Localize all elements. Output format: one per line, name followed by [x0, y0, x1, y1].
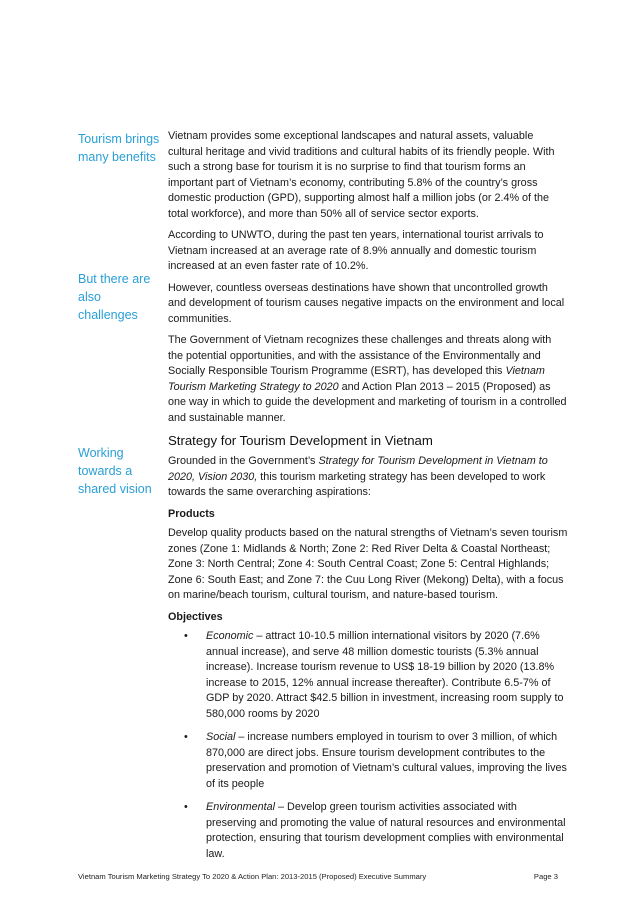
- main-content: [168, 129, 568, 870]
- objective-social: [168, 730, 568, 792]
- bullet-icon: •: [184, 630, 188, 642]
- section-title: Strategy for Tourism Development in Vietnam: [168, 433, 433, 448]
- objectives-heading: Objectives: [168, 610, 223, 623]
- page-footer: [78, 872, 558, 881]
- objective-text: – increase numbers employed in tourism to over 3 million, of which 870,000 are direct jobs. Ensure tourism development contributes to the preservation and promotion of Vietnam’s cultural values, improving the lives of its people: [206, 731, 567, 790]
- objective-label: Environmental: [206, 801, 276, 813]
- bullet-icon: •: [184, 801, 188, 813]
- footer-title: Vietnam Tourism Marketing Strategy To 2020 & Action Plan: 2013-2015 (Proposed) Executive Summary: [78, 872, 427, 881]
- products-heading: Products: [168, 507, 215, 520]
- objective-economic: [168, 629, 568, 722]
- paragraph-products: Develop quality products based on the natural strengths of Vietnam’s seven tourism zones (Zone 1: Midlands & North; Zone 2: Red River Delta & Coastal Northeast; Zone 3: North Central; Zone 4: South Central Coast; Zone 5: Central Highlands; Zone 6: South East; and Zone 7: the Cuu Long River (Mekong) Delta), with a focus on marine/beach tourism, cultural tourism, and nature-based tourism.: [168, 527, 568, 601]
- government-strategy-italic: Strategy for Tourism Development in Vietnam to 2020, Vision 2030,: [168, 455, 548, 483]
- objective-label: Social: [206, 731, 236, 743]
- strategy-title-italic: Vietnam Tourism Marketing Strategy to 2020: [168, 365, 545, 393]
- paragraph-benefits: Vietnam provides some exceptional landscapes and natural assets, valuable cultural heritage and vivid traditions and cultural habits of its friendly people. With such a strong base for tourism it is no surprise to find that tourism forms an important part of Vietnam’s economy, contributing 5.8% of the country’s gross domestic production (GPD), supporting almost half a million jobs (or 2.4% of the total workforce), and more than 50% all of service sector exports.: [168, 130, 555, 220]
- sidebar-heading-shared-vision: Working towards a shared vision: [78, 446, 152, 496]
- objective-environmental: [168, 800, 568, 862]
- objective-text: – Develop green tourism activities associated with preserving and promoting the value of natural resources and environmental protection, ensuring that tourism development complies with environmental law.: [206, 801, 566, 860]
- paragraph-government: The Government of Vietnam recognizes these challenges and threats along with the potential opportunities, and with the assistance of the Environmentally and Socially Responsible Tourism Programme (ESRT), has developed this Vietnam Tourism Marketing Strategy to 2020 and Action Plan 2013 – 2015 (Proposed) as one way in which to guide the development and marketing of tourism in a controlled and sustainable manner.: [168, 334, 567, 424]
- paragraph-challenges: However, countless overseas destinations have shown that uncontrolled growth and development of tourism causes negative impacts on the environment and local communities.: [168, 281, 565, 325]
- page-number: Page 3: [533, 872, 558, 881]
- objective-text: – attract 10-10.5 million international visitors by 2020 (7.6% annual increase), and serve 48 million domestic tourists (5.3% annual increase). Increase tourism revenue to US$ 18-19 billion by 2020 (13.8% increase to 2015, 12% annual increase thereafter). Contribute 6.5-7% of GDP by 2020. Attract $42.5 billion in investment, increasing room supply to 580,000 rooms by 2020: [206, 630, 564, 720]
- objective-label: Economic: [206, 630, 254, 642]
- objectives-list: [168, 629, 568, 862]
- sidebar-heading-benefits: Tourism brings many benefits: [78, 132, 160, 164]
- bullet-icon: •: [184, 731, 188, 743]
- sidebar-heading-challenges: But there are also challenges: [78, 272, 151, 322]
- paragraph-unwto: According to UNWTO, during the past ten years, international tourist arrivals to Vietnam increased at an average rate of 8.9% annually and domestic tourism increased at an even faster rate of 10.2%.: [168, 229, 544, 272]
- paragraph-grounded: Grounded in the Government’s Strategy for Tourism Development in Vietnam to 2020, Vision 2030, this tourism marketing strategy has been developed to work towards the same overarching aspirations:: [168, 455, 548, 498]
